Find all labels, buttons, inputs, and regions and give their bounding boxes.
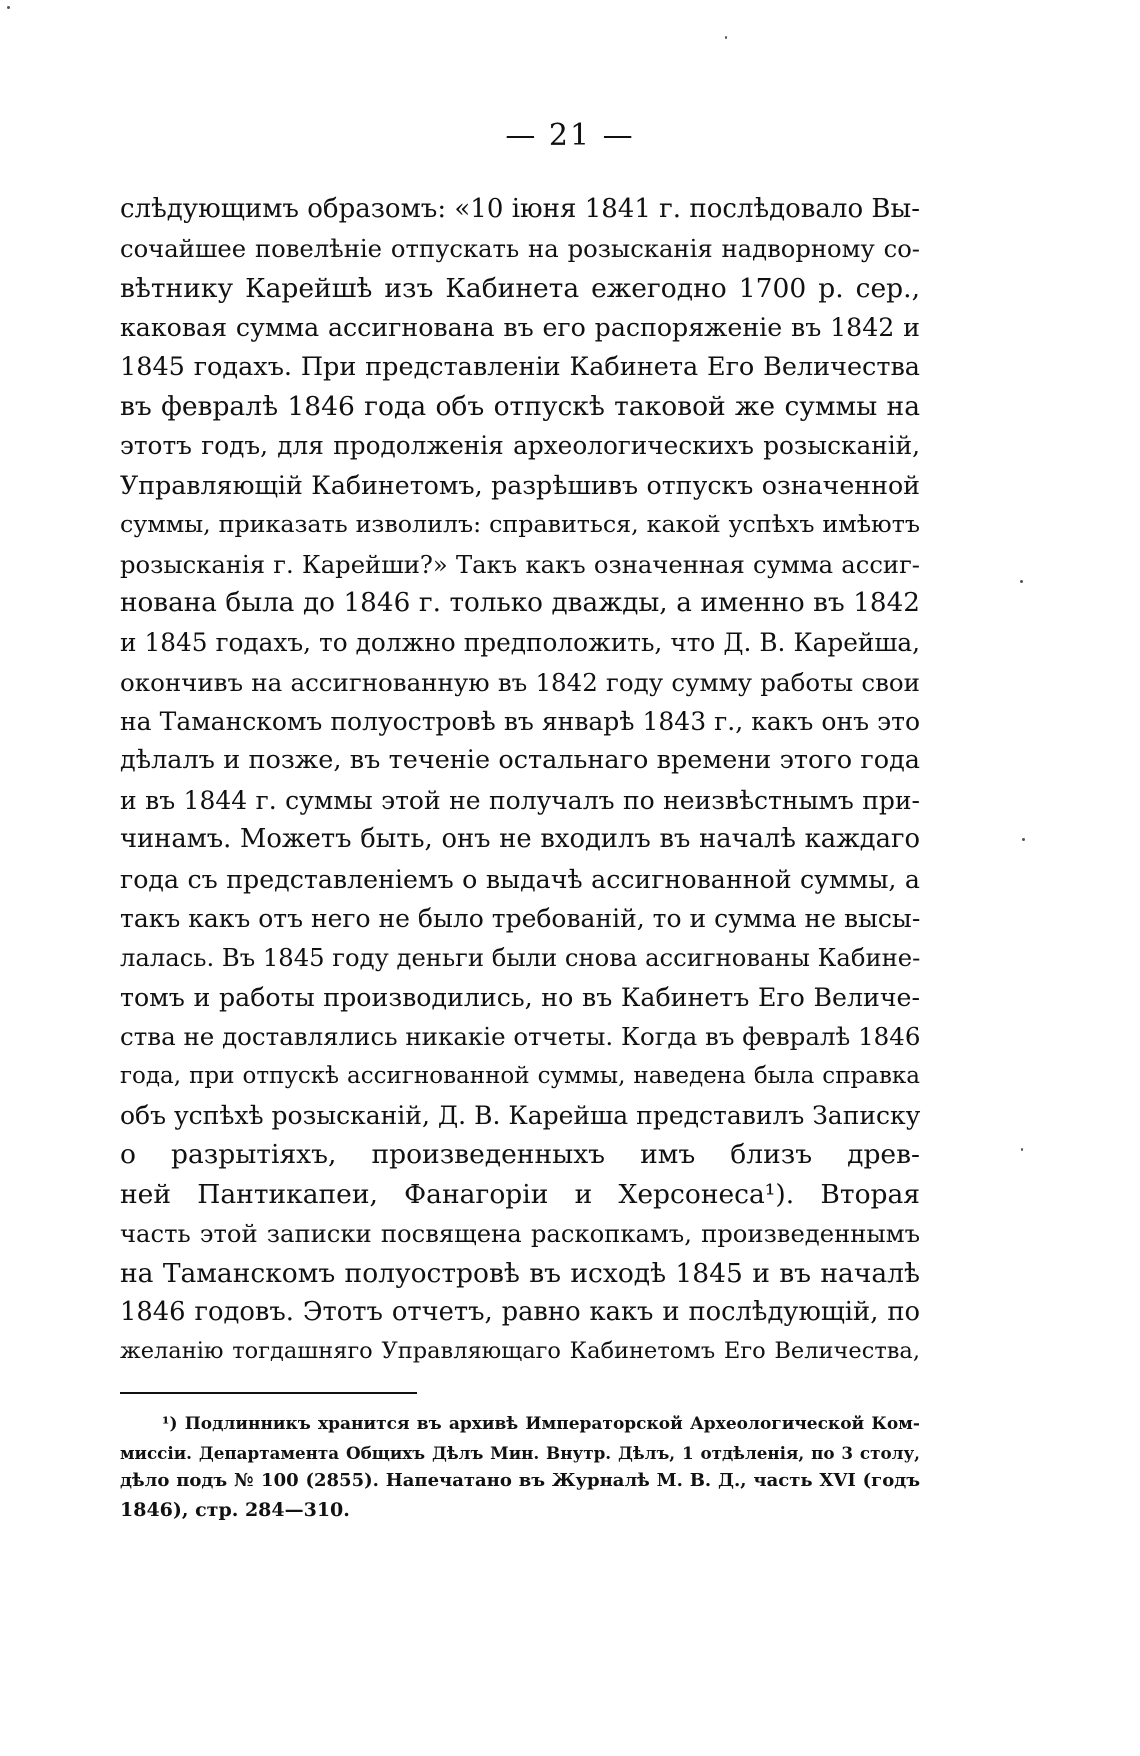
text-line: этотъ годъ, для продолженія археологическихъ розысканій, <box>120 431 920 461</box>
text-line: розысканія г. Карейши?» Такъ какъ означенная сумма ассиг- <box>120 549 920 579</box>
footnote-line: дѣло подъ № 100 (2855). Напечатано въ Журналѣ М. В. Д., часть XVI (годъ <box>120 1470 920 1492</box>
text-line: окончивъ на ассигнованную въ 1842 году сумму работы свои <box>120 667 920 697</box>
footnote <box>120 1410 920 1524</box>
scan-speck <box>7 6 10 9</box>
text-line: нована была до 1846 г. только дважды, а именно въ 1842 <box>120 587 920 618</box>
text-line: года, при отпускѣ ассигнованной суммы, наведена была справка <box>120 1062 920 1089</box>
text-line: 1846 годовъ. Этотъ отчетъ, равно какъ и послѣдующій, по <box>120 1296 920 1327</box>
text-line: лалась. Въ 1845 году деньги были снова ассигнованы Кабине- <box>120 943 921 973</box>
text-line: такъ какъ отъ него не было требованій, то и сумма не высы- <box>120 904 921 934</box>
footnote-line: 1846), стр. 284—310. <box>120 1498 350 1521</box>
text-line: на Таманскомъ полуостровѣ въ январѣ 1843 г., какъ онъ это <box>120 707 920 737</box>
text-line: въ февралѣ 1846 года объ отпускѣ таковой же суммы на <box>120 390 920 422</box>
text-line: и 1845 годахъ, то должно предположить, что Д. В. Карейша, <box>120 628 920 658</box>
text-line: 1845 годахъ. При представленіи Кабинета Его Величества <box>120 351 920 382</box>
scan-speck <box>1021 1148 1023 1151</box>
footnote-rule <box>120 1392 417 1394</box>
text-line: сочайшее повелѣніе отпускать на розысканія надворному со- <box>120 234 920 264</box>
text-line: и въ 1844 г. суммы этой не получалъ по неизвѣстнымъ при- <box>120 785 920 815</box>
text-line: томъ и работы производились, но въ Кабинетъ Его Величе- <box>120 982 920 1012</box>
text-line: желанію тогдашняго Управляющаго Кабинетомъ Его Величества, <box>120 1338 920 1365</box>
text-line: дѣлалъ и позже, въ теченіе остальнаго времени этого года <box>120 745 920 776</box>
text-line: ства не доставлялись никакіе отчеты. Когда въ февралѣ 1846 <box>120 1022 921 1052</box>
footnote-line: миссіи. Департамента Общихъ Дѣлъ Мин. Внутр. Дѣлъ, 1 отдѣленія, по 3 столу, <box>120 1442 920 1463</box>
text-line: о разрытіяхъ, произведенныхъ имъ близъ древ- <box>120 1139 920 1171</box>
text-line: часть этой записки посвящена раскопкамъ, произведеннымъ <box>120 1219 920 1249</box>
text-line: ней Пантикапеи, Фанагоріи и Херсонеса¹). Вторая <box>120 1178 920 1210</box>
text-line: каковая сумма ассигнована въ его распоряженіе въ 1842 и <box>120 313 920 343</box>
footnote-line: ¹) Подлинникъ хранится въ архивѣ Императорской Археологической Ком- <box>162 1414 920 1434</box>
body-text <box>120 190 920 1372</box>
scan-speck <box>725 36 727 39</box>
text-line: на Таманскомъ полуостровѣ въ исходѣ 1845 и въ началѣ <box>120 1257 920 1289</box>
page-number: — 21 — <box>505 118 635 153</box>
text-line: слѣдующимъ образомъ: «10 іюня 1841 г. послѣдовало Вы- <box>120 194 920 224</box>
text-line: объ успѣхѣ розысканій, Д. В. Карейша представилъ Записку <box>120 1100 921 1130</box>
scan-speck <box>1022 838 1025 841</box>
text-line: года съ представленіемъ о выдачѣ ассигнованной суммы, а <box>120 864 920 894</box>
text-line: вѣтнику Карейшѣ изъ Кабинета ежегодно 1700 р. сер., <box>120 272 920 304</box>
text-line: чинамъ. Можетъ быть, онъ не входилъ въ началѣ каждаго <box>120 824 920 855</box>
scan-speck <box>1020 580 1023 583</box>
text-line: суммы, приказать изволилъ: справиться, какой успѣхъ имѣютъ <box>120 510 920 539</box>
text-line: Управляющій Кабинетомъ, разрѣшивъ отпускъ означенной <box>120 470 920 500</box>
